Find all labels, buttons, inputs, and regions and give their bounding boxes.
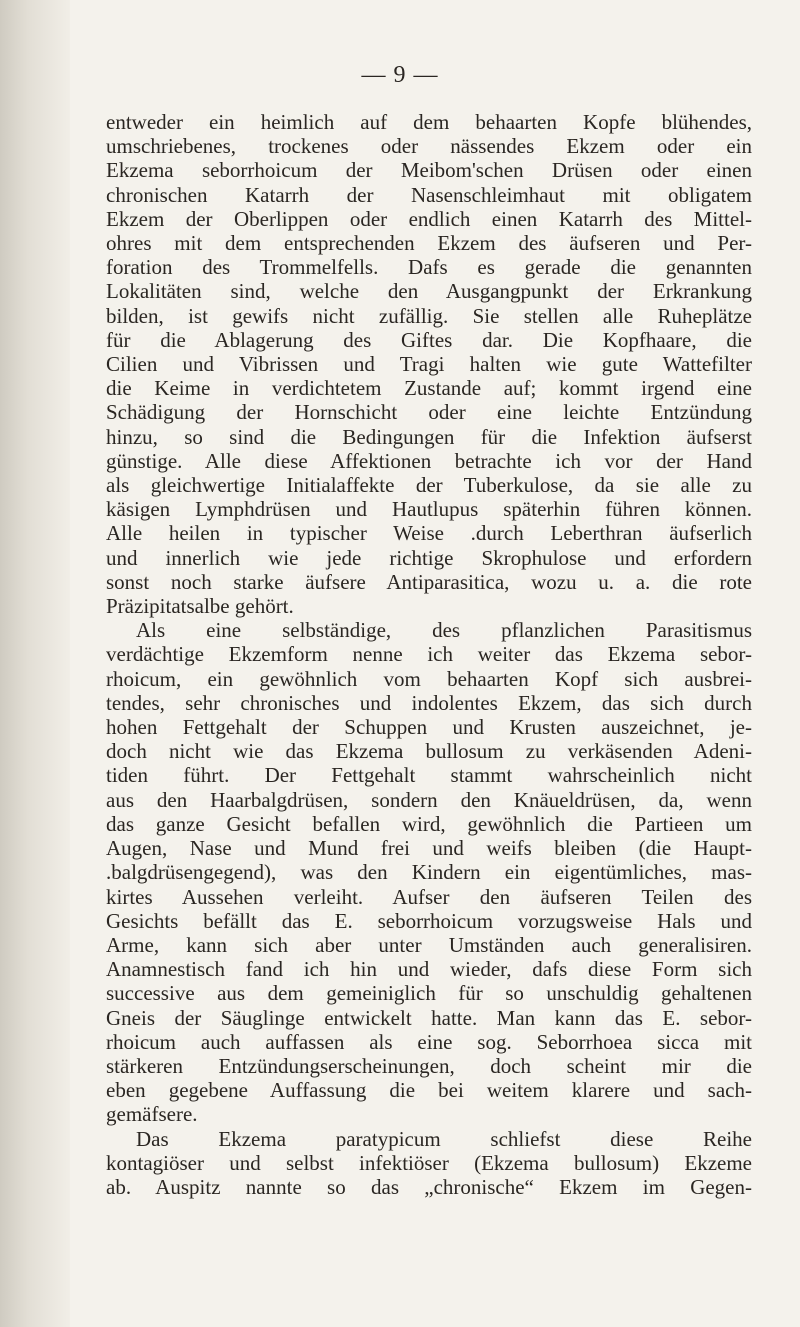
text-line: .balgdrüsengegend), was den Kindern ein eigentümliches, mas- — [106, 860, 752, 885]
text-line: sonst noch starke äufsere Antiparasitica, wozu u. a. die rote — [106, 569, 752, 594]
text-line: Gesichts befällt das E. seborrhoicum vorzugsweise Hals und — [106, 908, 752, 933]
text-line: Ekzema seborrhoicum der Meibom'schen Drüsen oder einen — [106, 158, 752, 183]
text-line: Augen, Nase und Mund frei und weifs bleiben (die Haupt- — [106, 836, 752, 861]
page-edge-shadow — [0, 0, 70, 1327]
text-line: käsigen Lymphdrüsen und Hautlupus späterhin führen können. — [106, 497, 752, 522]
text-line: kontagiöser und selbst infektiöser (Ekzema bullosum) Ekzeme — [106, 1150, 752, 1175]
text-line: gemäfsere. — [106, 1102, 198, 1127]
text-line: Das Ekzema paratypicum schliefst diese Reihe — [136, 1126, 752, 1151]
text-line: entweder ein heimlich auf dem behaarten Kopfe blühendes, — [106, 110, 752, 134]
text-line: Als eine selbständige, des pflanzlichen Parasitismus — [136, 618, 752, 643]
text-line: Schädigung der Hornschicht oder eine leichte Entzündung — [106, 400, 752, 425]
text-line: bilden, ist gewifs nicht zufällig. Sie stellen alle Ruheplätze — [106, 303, 752, 328]
text-line: umschriebenes, trockenes oder nässendes Ekzem oder ein — [106, 134, 752, 159]
text-line: die Keime in verdichtetem Zustande auf; kommt irgend eine — [106, 376, 752, 401]
text-line: chronischen Katarrh der Nasenschleimhaut mit obligatem — [106, 182, 752, 207]
text-line: Arme, kann sich aber unter Umständen auch generalisiren. — [106, 932, 752, 957]
text-line: aus den Haarbalgdrüsen, sondern den Knäueldrüsen, da, wenn — [106, 787, 752, 812]
text-line: Cilien und Vibrissen und Tragi halten wie gute Wattefilter — [106, 352, 752, 377]
text-line: Ekzem der Oberlippen oder endlich einen Katarrh des Mittel- — [106, 206, 752, 231]
text-line: Anamnestisch fand ich hin und wieder, dafs diese Form sich — [106, 957, 752, 982]
text-line: kirtes Aussehen verleiht. Aufser den äufseren Teilen des — [106, 884, 752, 909]
text-line: tendes, sehr chronisches und indolentes Ekzem, das sich durch — [106, 690, 752, 715]
text-line: rhoicum, ein gewöhnlich vom behaarten Kopf sich ausbrei- — [106, 666, 752, 691]
text-line: tiden führt. Der Fettgehalt stammt wahrscheinlich nicht — [106, 763, 752, 788]
text-line: ohres mit dem entsprechenden Ekzem des äufseren und Per- — [106, 231, 752, 256]
text-line: Gneis der Säuglinge entwickelt hatte. Man kann das E. sebor- — [106, 1005, 752, 1030]
text-line: Präzipitatsalbe gehört. — [106, 594, 294, 619]
text-line: hinzu, so sind die Bedingungen für die Infektion äufserst — [106, 424, 752, 449]
text-line: Alle heilen in typischer Weise .durch Leberthran äufserlich — [106, 521, 752, 546]
text-line: für die Ablagerung des Giftes dar. Die Kopfhaare, die — [106, 327, 752, 352]
text-line: doch nicht wie das Ekzema bullosum zu verkäsenden Adeni- — [106, 739, 752, 764]
text-line: foration des Trommelfells. Dafs es gerade die genannten — [106, 255, 752, 280]
text-line: successive aus dem gemeiniglich für so unschuldig gehaltenen — [106, 981, 752, 1006]
text-line: rhoicum auch auffassen als eine sog. Seborrhoea sicca mit — [106, 1029, 752, 1054]
text-line: das ganze Gesicht befallen wird, gewöhnlich die Partieen um — [106, 811, 752, 836]
text-line: günstige. Alle diese Affektionen betrachte ich vor der Hand — [106, 448, 752, 473]
text-line: stärkeren Entzündungserscheinungen, doch scheint mir die — [106, 1053, 752, 1078]
text-line: und innerlich wie jede richtige Skrophulose und erfordern — [106, 545, 752, 570]
body-text — [106, 110, 752, 1199]
text-line: eben gegebene Auffassung die bei weitem klarere und sach- — [106, 1078, 752, 1103]
text-line: verdächtige Ekzemform nenne ich weiter das Ekzema sebor- — [106, 642, 752, 667]
page-number: — 9 — — [361, 62, 439, 88]
text-line: Lokalitäten sind, welche den Ausgangpunkt der Erkrankung — [106, 279, 752, 304]
text-line: hohen Fettgehalt der Schuppen und Krusten auszeichnet, je- — [106, 715, 752, 740]
text-line: als gleichwertige Initialaffekte der Tuberkulose, da sie alle zu — [106, 473, 752, 498]
text-line: ab. Auspitz nannte so das „chronische“ Ekzem im Gegen- — [106, 1174, 752, 1199]
